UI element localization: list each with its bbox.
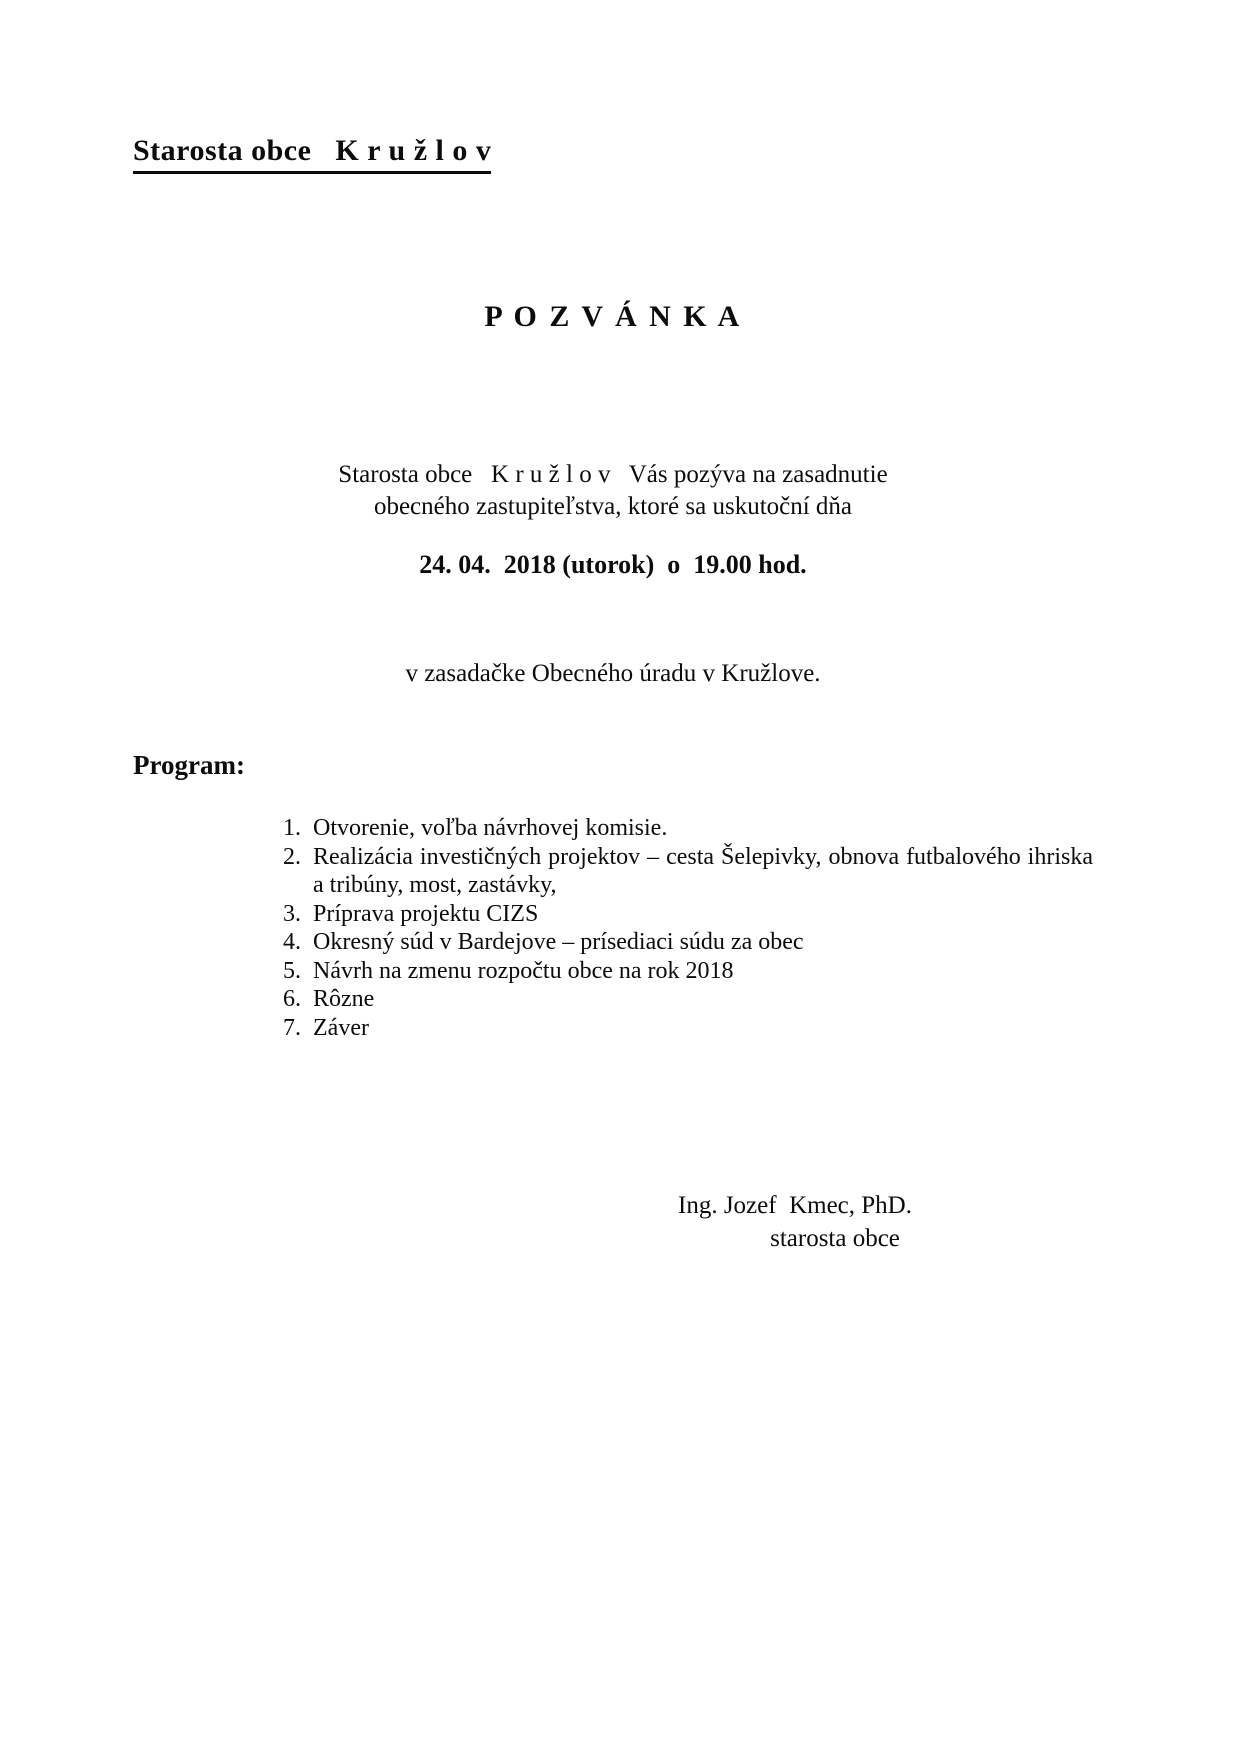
program-item xyxy=(283,814,1093,843)
program-item xyxy=(283,1014,1093,1043)
program-item-text: Okresný súd v Bardejove – prísediaci súdu za obec xyxy=(313,929,804,955)
program-list xyxy=(283,814,1093,1042)
intro-line-2: obecného zastupiteľstva, ktoré sa uskutoční dňa xyxy=(373,493,853,520)
program-item-text: Rôzne xyxy=(313,986,375,1012)
program-item-text: Príprava projektu CIZS xyxy=(313,900,539,927)
program-item xyxy=(283,928,1093,957)
signature-title: starosta obce xyxy=(770,1225,900,1252)
signature-name: Ing. Jozef Kmec, PhD. xyxy=(678,1192,912,1219)
program-item xyxy=(283,843,1093,900)
program-label: Program: xyxy=(133,750,245,780)
program-item-number: 6. xyxy=(283,986,301,1012)
program-item xyxy=(283,957,1093,986)
program-item xyxy=(283,900,1093,929)
intro-line-1: Starosta obce K r u ž l o v Vás pozýva na zasadnutie xyxy=(338,461,888,488)
program-item-text: Záver xyxy=(313,1014,369,1041)
program-item-number: 4. xyxy=(283,929,301,955)
program-item-number: 7. xyxy=(283,1014,301,1041)
program-item-number: 1. xyxy=(283,815,301,841)
program-item-number: 5. xyxy=(283,957,301,984)
program-item-text: Realizácia investičných projektov – cesta Šelepivky, obnova futbalového ihriska a tribúny, most, zastávky, xyxy=(313,843,1093,898)
document-header: Starosta obce K r u ž l o v xyxy=(133,134,491,174)
program-item-text: Návrh na zmenu rozpočtu obce na rok 2018 xyxy=(313,957,734,984)
intro-paragraph xyxy=(133,459,1093,523)
program-item-number: 3. xyxy=(283,900,301,927)
meeting-datetime: 24. 04. 2018 (utorok) o 19.00 hod. xyxy=(419,550,807,579)
signature-block xyxy=(678,1189,992,1255)
program-item-text: Otvorenie, voľba návrhovej komisie. xyxy=(313,815,668,841)
meeting-location: v zasadačke Obecného úradu v Kružlove. xyxy=(405,660,821,687)
document-title: P O Z V Á N K A xyxy=(484,300,742,333)
program-item xyxy=(283,985,1093,1014)
program-item-number: 2. xyxy=(283,843,301,870)
